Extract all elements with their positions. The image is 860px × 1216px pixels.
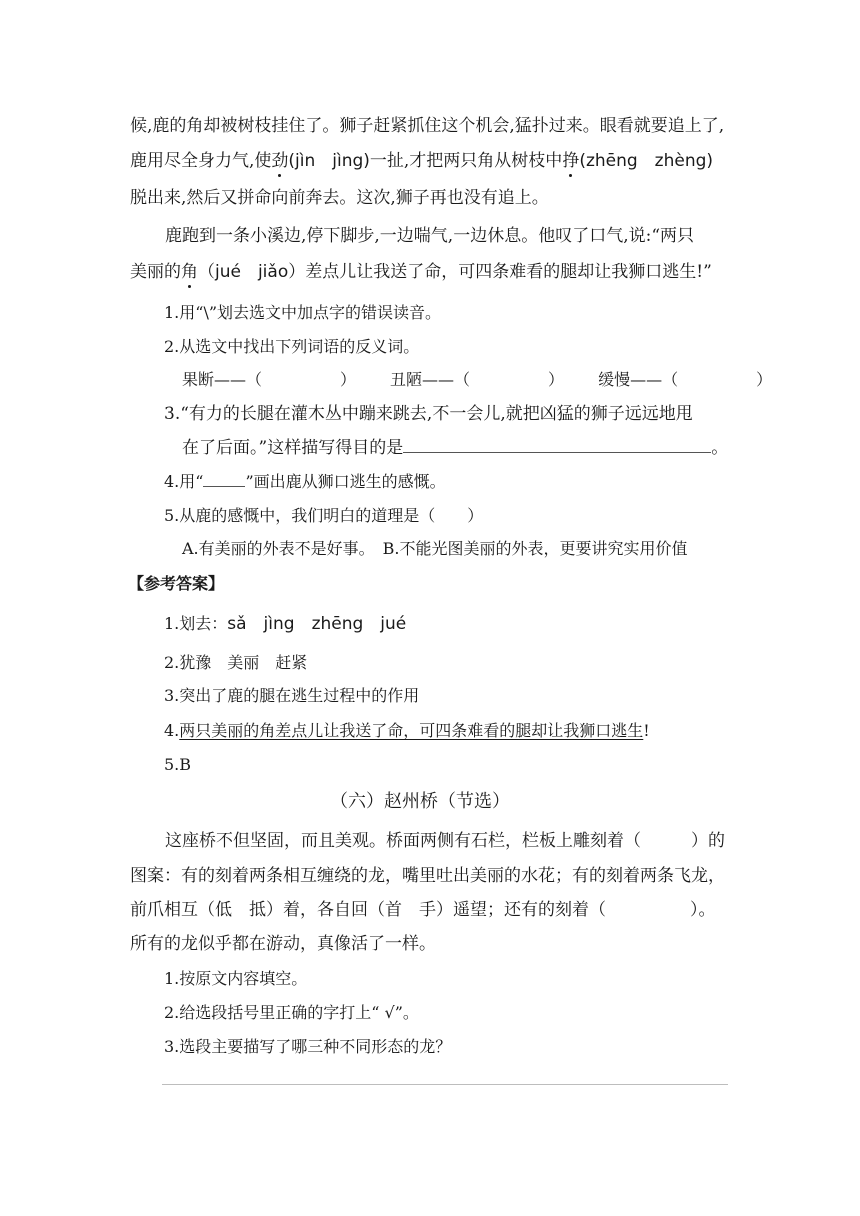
section6-question-1: 1.按原文内容填空。 <box>164 969 308 988</box>
question-1: 1.用“\”划去选文中加点字的错误读音。 <box>164 303 442 322</box>
section6-line-1-b: ）的 <box>691 831 725 851</box>
answer-4-post: ! <box>643 721 650 740</box>
antonym-huanman: 缓慢——（ <box>598 370 679 389</box>
antonym-choulou: 丑陋——（ <box>390 370 471 389</box>
passage-line-5 <box>130 262 712 282</box>
answer-line-q3[interactable] <box>403 438 711 453</box>
question-4-a: 4.用“ <box>164 472 204 491</box>
dotted-char-zheng: 挣 <box>562 151 580 171</box>
pinyin-jiao-options: （jué jiǎo） <box>198 262 306 282</box>
dotted-char-jiao: 角 <box>181 262 198 282</box>
section6-line-4: 所有的龙似乎都在游动，真像活了一样。 <box>130 934 436 954</box>
question-3-prompt: 在了后面。”这样描写得目的是 <box>182 438 404 458</box>
antonym-guoduan: 果断——（ <box>182 370 263 389</box>
answer-5: 5.B <box>164 755 192 774</box>
antonym-close-2: ） <box>548 370 565 389</box>
answer-heading: 【参考答案】 <box>128 574 225 593</box>
answer-4-pre: 4. <box>164 721 180 740</box>
section6-line-2: 图案：有的刻着两条相互缠绕的龙，嘴里吐出美丽的水花；有的刻着两条飞龙， <box>130 866 725 886</box>
section6-line-3-a: 前爪相互（低 抵）着，各自回（首 手）遥望；还有的刻着（ <box>130 900 606 920</box>
dotted-char-jin: 劲 <box>271 151 289 171</box>
passage-line-5-b: 差点儿让我送了命，可四条难看的腿却让我狮口逃生!” <box>305 262 712 282</box>
underline-sample <box>203 472 245 487</box>
antonym-close-1: ） <box>340 370 357 389</box>
question-4 <box>164 472 446 492</box>
passage-line-2-a: 鹿用尽全身力气,使 <box>130 151 272 171</box>
question-3-line-2 <box>182 438 728 458</box>
section6-line-1 <box>165 831 725 851</box>
question-2: 2.从选文中找出下列词语的反义词。 <box>164 337 420 356</box>
passage-line-2-b: 一扯,才把两只角从树枝中 <box>369 151 563 171</box>
section-title: （六）赵州桥（节选） <box>330 791 510 812</box>
answer-1-label: 1.划去： <box>164 614 228 633</box>
question-5: 5.从鹿的感慨中，我们明白的道理是（ ） <box>164 506 484 525</box>
pinyin-zheng-options: (zhēng zhèng) <box>579 151 714 171</box>
answer-1 <box>164 614 406 634</box>
passage-line-4: 鹿跑到一条小溪边,停下脚步,一边喘气,一边休息。他叹了口气,说:“两只 <box>165 226 695 246</box>
answer-2: 2.犹豫 美丽 赶紧 <box>164 653 308 672</box>
pinyin-jin-options: (jìn jìng) <box>288 151 370 171</box>
passage-line-5-a: 美丽的 <box>130 262 181 282</box>
question-3-end: 。 <box>711 438 729 458</box>
section6-line-1-a: 这座桥不但坚固，而且美观。桥面两侧有石栏，栏板上雕刻着（ <box>165 831 641 851</box>
question-3-line-1: 3.“有力的长腿在灌木丛中蹦来跳去,不一会儿,就把凶猛的狮子远远地甩 <box>164 404 693 424</box>
passage-line-2 <box>130 151 713 171</box>
answer-3: 3.突出了鹿的腿在逃生过程中的作用 <box>164 686 420 705</box>
answer-4-underlined: 两只美丽的角差点儿让我送了命，可四条难看的腿却让我狮口逃生 <box>179 721 644 740</box>
section6-question-3: 3.选段主要描写了哪三种不同形态的龙？ <box>164 1037 452 1056</box>
section6-line-3-b: ）。 <box>690 900 716 920</box>
question-5-options: A.有美丽的外表不是好事。 B.不能光图美丽的外表，更要讲究实用价值 <box>182 539 688 558</box>
question-4-b: ”画出鹿从狮口逃生的感慨。 <box>245 472 446 491</box>
answer-1-pinyin: sǎ jìng zhēng jué <box>227 614 407 634</box>
section6-line-3 <box>130 900 716 920</box>
passage-line-3: 脱出来,然后又拼命向前奔去。这次,狮子再也没有追上。 <box>130 188 549 208</box>
passage-line-1: 候,鹿的角却被树枝挂住了。狮子赶紧抓住这个机会,猛扑过来。眼看就要追上了, <box>130 116 725 136</box>
section6-question-2: 2.给选段括号里正确的字打上“ √”。 <box>164 1003 419 1022</box>
antonym-close-3: ） <box>756 370 773 389</box>
antonym-row <box>182 370 772 390</box>
answer-4 <box>164 721 650 741</box>
answer-line-section6-q3[interactable] <box>162 1084 728 1085</box>
